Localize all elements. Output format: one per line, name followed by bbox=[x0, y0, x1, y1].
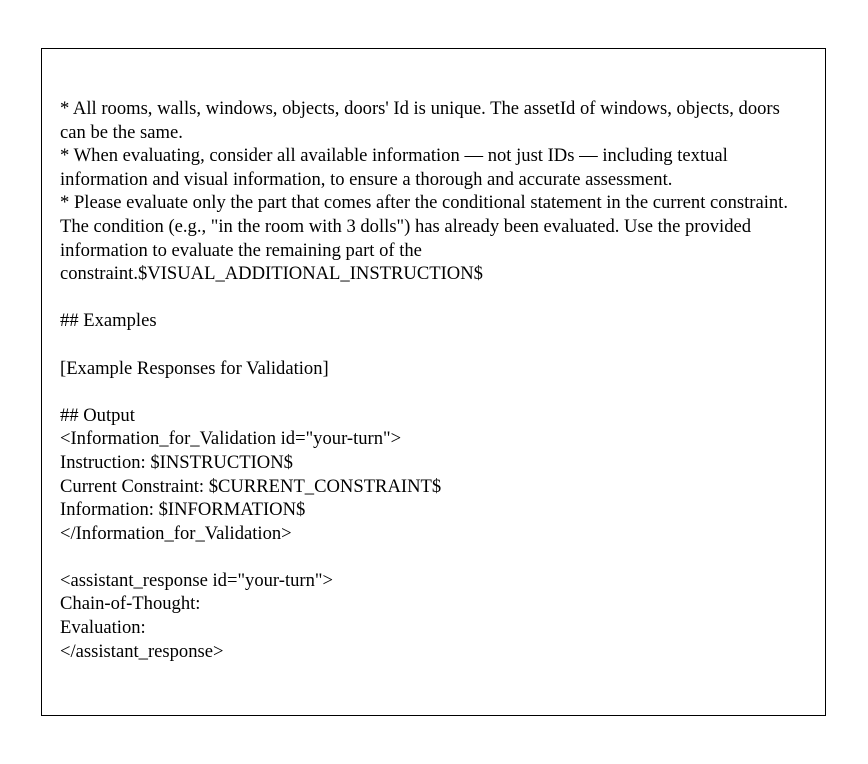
chain-of-thought-line: Chain-of-Thought: bbox=[60, 593, 201, 615]
prompt-text bbox=[60, 97, 810, 663]
examples-heading: ## Examples bbox=[60, 310, 157, 332]
current-constraint-line: Current Constraint: $CURRENT_CONSTRAINT$ bbox=[60, 475, 442, 497]
response-close-tag: </assistant_response> bbox=[60, 640, 224, 662]
instruction-line: Instruction: $INSTRUCTION$ bbox=[60, 451, 293, 473]
bullet-unique-ids: * All rooms, walls, windows, objects, doors' Id is unique. The assetId of windows, objects, doors can be the same. bbox=[60, 98, 785, 143]
blank-line bbox=[60, 380, 810, 404]
examples-placeholder: [Example Responses for Validation] bbox=[60, 357, 329, 379]
validation-open-tag: <Information_for_Validation id="your-turn"> bbox=[60, 428, 402, 450]
validation-close-tag: </Information_for_Validation> bbox=[60, 522, 292, 544]
bullet-consider-all-info: * When evaluating, consider all available information — not just IDs — including textual information and visual information, to ensure a thorough and accurate assessment. bbox=[60, 145, 733, 190]
blank-line bbox=[60, 333, 810, 357]
bullet-evaluate-after-condition: * Please evaluate only the part that comes after the conditional statement in the current constraint. The condition (e.g., "in the room with 3 dolls") has already been evaluated. Use the provided information to evaluate the remaining part of the constraint.$VISUAL_ADDITIONAL_INSTRUCTION$ bbox=[60, 192, 793, 285]
output-heading: ## Output bbox=[60, 404, 135, 426]
response-open-tag: <assistant_response id="your-turn"> bbox=[60, 569, 333, 591]
information-line: Information: $INFORMATION$ bbox=[60, 499, 306, 521]
prompt-frame bbox=[41, 48, 826, 716]
blank-line bbox=[60, 286, 810, 310]
evaluation-line: Evaluation: bbox=[60, 617, 146, 639]
blank-line bbox=[60, 545, 810, 569]
